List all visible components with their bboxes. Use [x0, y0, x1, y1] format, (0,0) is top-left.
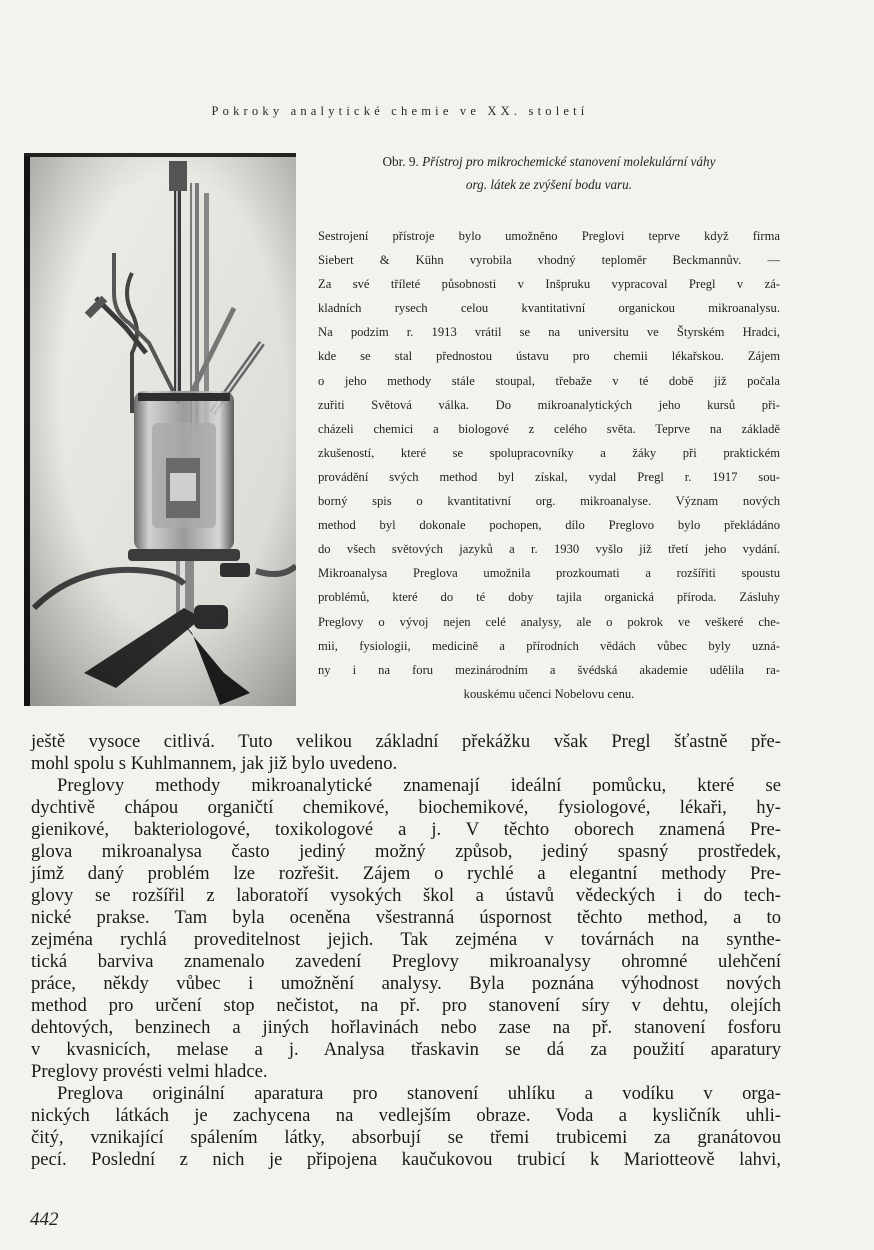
- side-text-line: zuřiti Světová válka. Do mikroanalytických jeho kursů při-: [318, 397, 780, 412]
- body-text-line: Preglova originální aparatura pro stanovení uhlíku a vodíku v orga-: [57, 1083, 781, 1104]
- side-text-line: kde se stal přednostou ústavu pro chemii lékařskou. Zájem: [318, 349, 780, 364]
- side-text-line: problémů, které do té doby tajila organická příroda. Zásluhy: [318, 590, 780, 605]
- body-text-line: čitý, vznikající spálením látky, absorbují se třemi trubicemi za granátovou: [31, 1127, 781, 1148]
- body-text-line: glova mikroanalysa často jediný možný způsob, jediný spasný prostředek,: [31, 841, 781, 862]
- side-text-line: do všech světových jazyků a r. 1930 vyšlo již třetí jeho vydání.: [318, 542, 780, 557]
- side-text-line: Siebert & Kühn vyrobila vhodný teploměr Beckmannův. —: [318, 253, 780, 268]
- side-text-line: Na podzim r. 1913 vrátil se na universitu ve Štyrském Hradci,: [318, 325, 780, 340]
- body-text-line: jímž daný problém lze rozřešit. Zájem o rychlé a elegantní methody Pre-: [31, 863, 781, 884]
- body-text-line: zejména rychlá proveditelnost jejich. Tak zejména v továrnách na synthe-: [31, 929, 781, 950]
- apparatus-illustration: [24, 153, 296, 706]
- side-column-text: [318, 224, 780, 706]
- body-text-line: glovy se rozšířil z laboratoří vysokých škol a ústavů vědeckých i do tech-: [31, 885, 781, 906]
- figure-caption: [318, 150, 780, 196]
- side-text-line: method byl dokonale pochopen, dílo Preglovo bylo překládáno: [318, 518, 780, 533]
- side-text-line: Za své tříleté působnosti v Inšpruku vypracoval Pregl v zá-: [318, 277, 780, 292]
- body-text-line: dehtových, benzinech a jiných hořlavinách nebo zase na př. stanovení fosforu: [31, 1017, 781, 1038]
- body-text-line: práce, někdy vůbec i umožnění analysy. Byla poznána výhodnost nových: [31, 973, 781, 994]
- side-text-line: Sestrojení přístroje bylo umožněno Preglovi teprve když firma: [318, 229, 780, 243]
- body-text-line: Preglovy provésti velmi hladce.: [31, 1061, 268, 1082]
- body-text-line: dychtivě chápou organičtí chemikové, biochemikové, fysiologové, lékaři, hy-: [31, 797, 781, 818]
- running-header: Pokroky analytické chemie ve XX. století: [211, 104, 589, 118]
- body-text-line: nických látkách je zachycena na vedlejším obraze. Voda a kysličník uhli-: [31, 1105, 781, 1126]
- body-text-line: ještě vysoce citlivá. Tuto velikou základní překážku však Pregl šťastně pře-: [31, 731, 781, 752]
- caption-number: Obr. 9.: [382, 154, 419, 169]
- side-text-line: cházeli chemici a biologové z celého světa. Teprve na základě: [318, 421, 780, 436]
- body-text-line: gienikové, bakteriologové, toxikologové a j. V těchto oborech znamená Pre-: [31, 819, 781, 840]
- caption-line-1: Přístroj pro mikrochemické stanovení molekulární váhy: [422, 154, 716, 169]
- side-text-line: ny i na foru mezinárodním a švédská akademie udělila ra-: [318, 662, 780, 677]
- body-text-line: mohl spolu s Kuhlmannem, jak již bylo uvedeno.: [31, 753, 398, 774]
- side-text-line: Mikroanalysa Preglova umožnila prozkoumati a rozšířiti spoustu: [318, 566, 780, 581]
- side-text-line: Preglovy o vývoj nejen celé analysy, ale o pokrok ve veškeré che-: [318, 614, 780, 629]
- side-text-line: kladních rysech celou kvantitativní organickou mikroanalysu.: [318, 301, 780, 316]
- body-text-line: nické prakse. Tam byla oceněna všestranná úspornost těchto method, a to: [31, 907, 781, 928]
- page-number: 442: [30, 1209, 59, 1230]
- body-text-line: v kvasnicích, melase a j. Analysa třaskavin se dá za použití aparatury: [31, 1039, 781, 1060]
- side-text-line: kouskému učenci Nobelovu cenu.: [463, 686, 635, 701]
- side-text-line: mii, fysiologii, medicině a přírodních vědách vůbec byly uzná-: [318, 638, 780, 653]
- body-text-line: Preglovy methody mikroanalytické znamenají ideální pomůcku, které se: [57, 775, 781, 796]
- body-text-line: method pro určení stop nečistot, na př. pro stanovení síry v dehtu, olejích: [31, 995, 781, 1016]
- body-text-line: tická barviva znamenalo zavedení Preglovy mikroanalysy ohromné ulehčení: [31, 951, 781, 972]
- side-text-line: provádění svých method byl získal, vydal Pregl r. 1917 sou-: [318, 469, 780, 484]
- main-body-text: [31, 731, 781, 1171]
- caption-line-2: org. látek ze zvýšení bodu varu.: [465, 177, 633, 192]
- side-text-line: o jeho methody stále stoupal, třebaže v té době již počala: [318, 373, 780, 388]
- side-text-line: borný spis o kvantitativní org. mikroanalyse. Význam nových: [318, 494, 780, 509]
- side-text-line: zkušeností, které se spolupracovníky a žáky při praktickém: [318, 445, 780, 460]
- apparatus-photo: [24, 153, 296, 706]
- body-text-line: pecí. Poslední z nich je připojena kaučukovou trubicí k Mariotteově lahvi,: [31, 1149, 781, 1170]
